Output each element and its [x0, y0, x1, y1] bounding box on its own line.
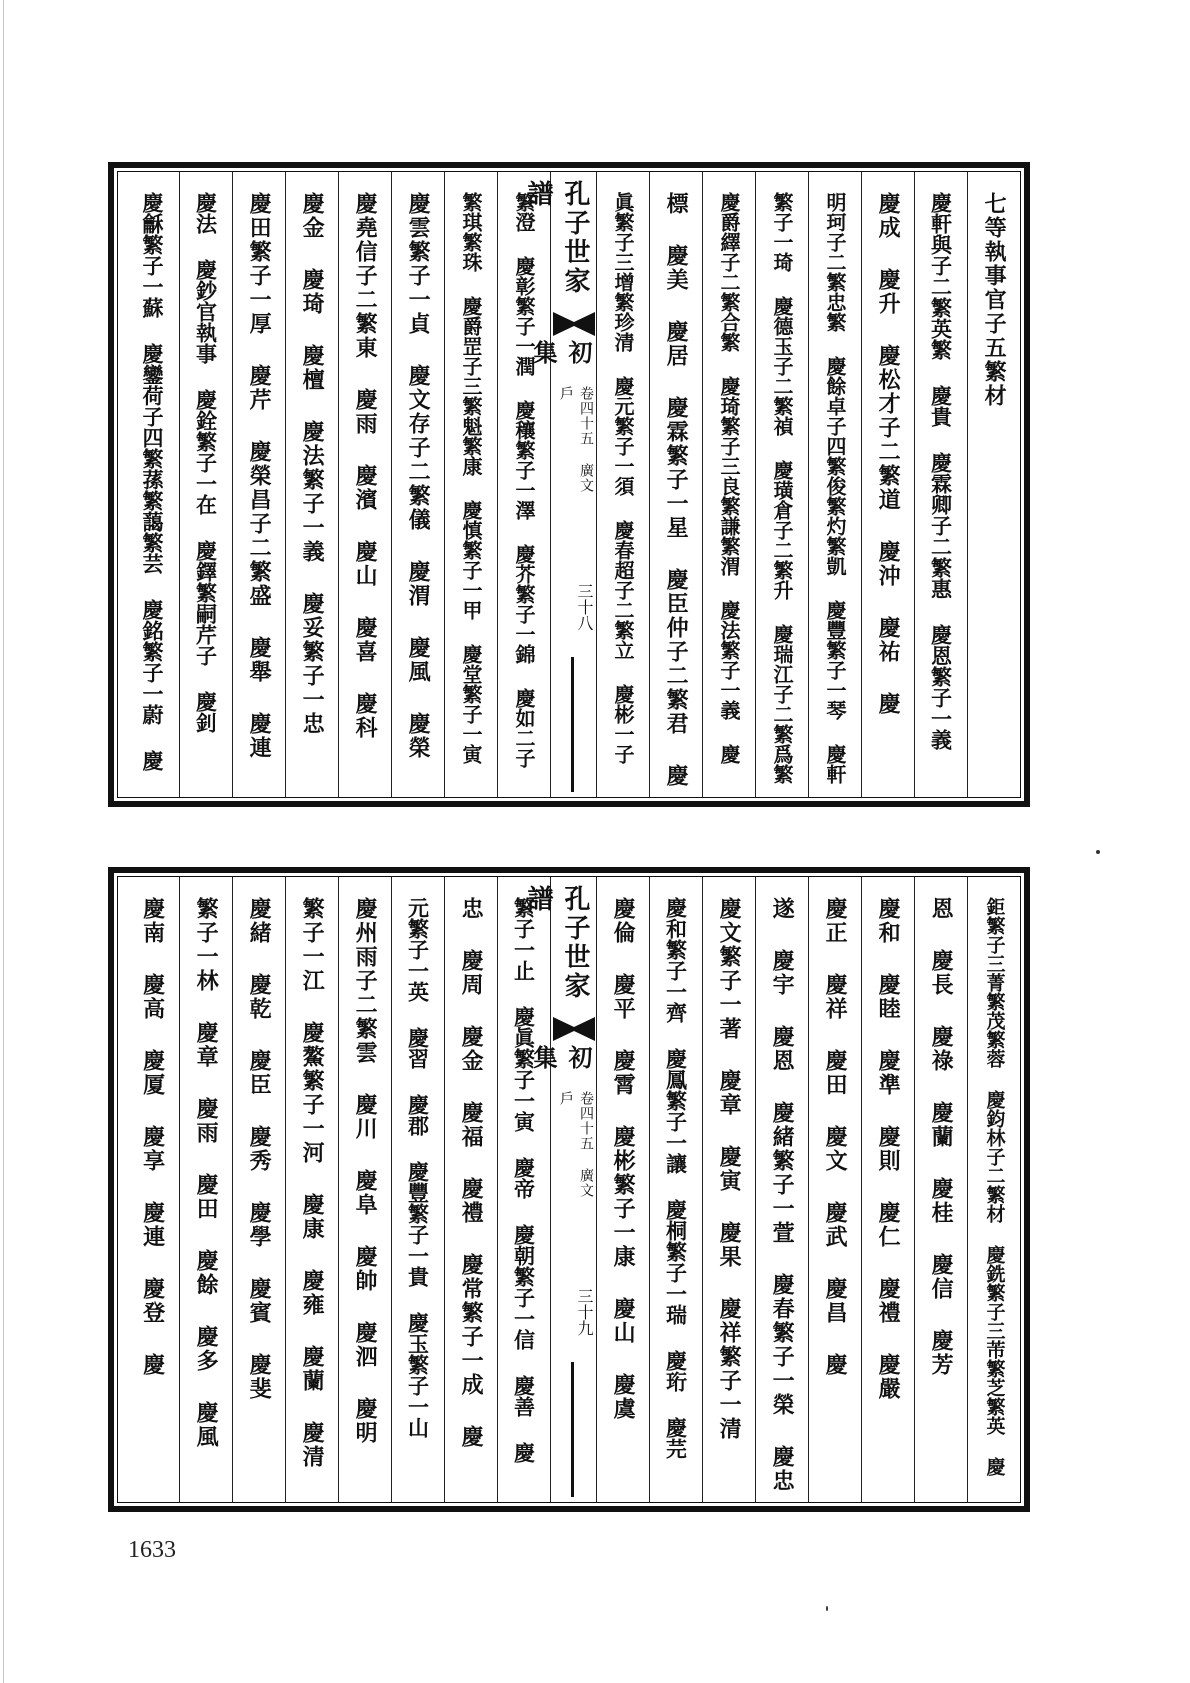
column-text: 繁澄 慶彰繁子一潤 慶穰繁子一澤 慶芥繁子一錦 慶如二子 [512, 192, 536, 768]
genealogy-column [126, 172, 179, 797]
column-text: 七等執事官子五繁材 [981, 192, 1008, 408]
column-text: 慶龢繁子一蘇 慶鑾荷子四繁蓀繁藹繁芸 慶銘繁子一蔚 慶 [140, 192, 166, 771]
genealogy-column [444, 172, 497, 797]
genealogy-column [232, 172, 285, 797]
genealogy-column [861, 172, 914, 797]
column-text: 元繁子一英 慶習 慶郡 慶豐繁子一貴 慶玉繁子一山 [405, 897, 431, 1438]
genealogy-column [179, 172, 232, 797]
volume-label: 初集 [529, 1045, 593, 1069]
column-text: 慶倫 慶平 慶霄 慶彬繁子一康 慶山 慶虞 [610, 897, 637, 1421]
fold-bar [571, 657, 574, 792]
genealogy-column [649, 172, 702, 797]
genealogy-column [967, 172, 1020, 797]
genealogy-column [808, 172, 861, 797]
genealogy-column [914, 877, 967, 1502]
genealogy-column [596, 877, 649, 1502]
column-text: 慶和 慶睦 慶準 慶則 慶仁 慶禮 慶嚴 [875, 897, 902, 1401]
genealogy-column [391, 172, 444, 797]
chapter-label: 卷四十五 廣文戶 [558, 1091, 594, 1198]
column-text: 明珂子二繁忠繁 慶餘卓子四繁俊繁灼繁凱 慶豐繁子一琴 慶軒 [823, 192, 847, 784]
fish-tail-mark-icon [553, 312, 595, 336]
folio-number: 1633 [128, 1537, 176, 1563]
genealogy-column [702, 172, 755, 797]
column-text: 恩 慶長 慶祿 慶蘭 慶桂 慶信 慶芳 [928, 897, 955, 1377]
genealogy-column [285, 877, 338, 1502]
chapter-label: 卷四十五 廣文戶 [558, 386, 594, 493]
column-text: 繁子一止 慶眞繁子一寅 慶帝 慶朝繁子一信 慶善 慶 [511, 897, 537, 1463]
column-text: 遂 慶宇 慶恩 慶緒繁子一萱 慶春繁子一榮 慶忠 [769, 897, 796, 1493]
book-title: 孔子世家譜 [523, 180, 590, 296]
volume-label: 初集 [529, 340, 593, 364]
top-page-columns [117, 171, 1021, 798]
column-text: 標 慶美 慶居 慶霖繁子一星 慶臣仲子二繁君 慶 [663, 192, 690, 788]
genealogy-column [285, 172, 338, 797]
column-text: 慶法 慶鈔官執事 慶銓繁子一在 慶鐸繁嗣芹子 慶釗 [193, 192, 219, 733]
genealogy-column [497, 172, 550, 797]
column-text: 慶成 慶升 慶松才子二繁道 慶沖 慶祐 慶 [875, 192, 902, 716]
genealogy-column [755, 877, 808, 1502]
column-text: 鉅繁子三菁繁茂繁蓉 慶鈞林子二繁材 慶銑繁子三芾繁芝繁英 慶 [983, 897, 1006, 1476]
top-page-frame [108, 162, 1030, 807]
column-text: 忠 慶周 慶金 慶福 慶禮 慶常繁子一成 慶 [458, 897, 485, 1449]
book-title: 孔子世家譜 [523, 885, 590, 1001]
column-text: 慶南 慶高 慶厦 慶享 慶連 慶登 慶 [139, 897, 166, 1377]
genealogy-column [808, 877, 861, 1502]
column-text: 繁琪繁珠 慶爵罡子三繁魁繁康 慶慎繁子一甲 慶堂繁子一寅 [459, 192, 483, 764]
genealogy-column [967, 877, 1020, 1502]
genealogy-column [338, 172, 391, 797]
page-number: 三十九 [575, 1288, 594, 1336]
column-text: 慶雲繁子一貞 慶文存子二繁儀 慶渭 慶風 慶榮 [405, 192, 432, 760]
column-text: 眞繁子三增繁珍清 慶元繁子一須 慶春超子二繁立 慶彬一子 [611, 192, 635, 764]
genealogy-column [497, 877, 550, 1502]
genealogy-column [861, 877, 914, 1502]
column-text: 慶州雨子二繁雲 慶川 慶阜 慶帥 慶泗 慶明 [352, 897, 379, 1445]
column-text: 慶緒 慶乾 慶臣 慶秀 慶學 慶賓 慶斐 [246, 897, 273, 1401]
scan-speck [826, 1606, 828, 1611]
genealogy-column [444, 877, 497, 1502]
genealogy-column [232, 877, 285, 1502]
column-text: 慶正 慶祥 慶田 慶文 慶武 慶昌 慶 [822, 897, 849, 1377]
genealogy-column [391, 877, 444, 1502]
column-text: 慶爵繹子二繁合繁 慶琦繁子三良繁謙繁渭 慶法繁子一義 慶 [717, 192, 741, 764]
genealogy-column [126, 877, 179, 1502]
genealogy-column [755, 172, 808, 797]
genealogy-column [649, 877, 702, 1502]
genealogy-column [338, 877, 391, 1502]
column-text: 慶金 慶琦 慶檀 慶法繁子一義 慶妥繁子一忠 [299, 192, 326, 736]
genealogy-column [596, 172, 649, 797]
page-number: 三十八 [575, 583, 594, 631]
column-text: 慶文繁子一著 慶章 慶寅 慶果 慶祥繁子一清 [716, 897, 743, 1441]
bottom-page-columns [117, 876, 1021, 1503]
column-text: 慶田繁子一厚 慶芹 慶榮昌子二繁盛 慶舉 慶連 [246, 192, 273, 760]
scan-speck [1096, 850, 1100, 854]
genealogy-column [179, 877, 232, 1502]
fish-tail-mark-icon [553, 1017, 595, 1041]
genealogy-column [914, 172, 967, 797]
column-text: 慶和繁子一齊 慶鳳繁子一讓 慶桐繁子一瑞 慶珩 慶芫 [663, 897, 689, 1459]
genealogy-column [702, 877, 755, 1502]
bottom-page-frame [108, 867, 1030, 1512]
fold-bar [571, 1362, 574, 1497]
column-text: 慶軒與子二繁英繁 慶貴 慶霖卿子二繁惠 慶恩繁子一義 [928, 192, 954, 750]
scan-edge-line [3, 0, 4, 1683]
column-text: 繁子一林 慶章 慶雨 慶田 慶餘 慶多 慶風 [193, 897, 220, 1449]
column-text: 慶堯信子二繁東 慶雨 慶濱 慶山 慶喜 慶科 [352, 192, 379, 740]
column-text: 繁子一江 慶鰲繁子一河 慶康 慶雍 慶蘭 慶清 [299, 897, 326, 1469]
column-text: 繁子一琦 慶德玉子二繁禎 慶璜倉子二繁升 慶瑞江子二繁爲繁 [770, 192, 794, 784]
